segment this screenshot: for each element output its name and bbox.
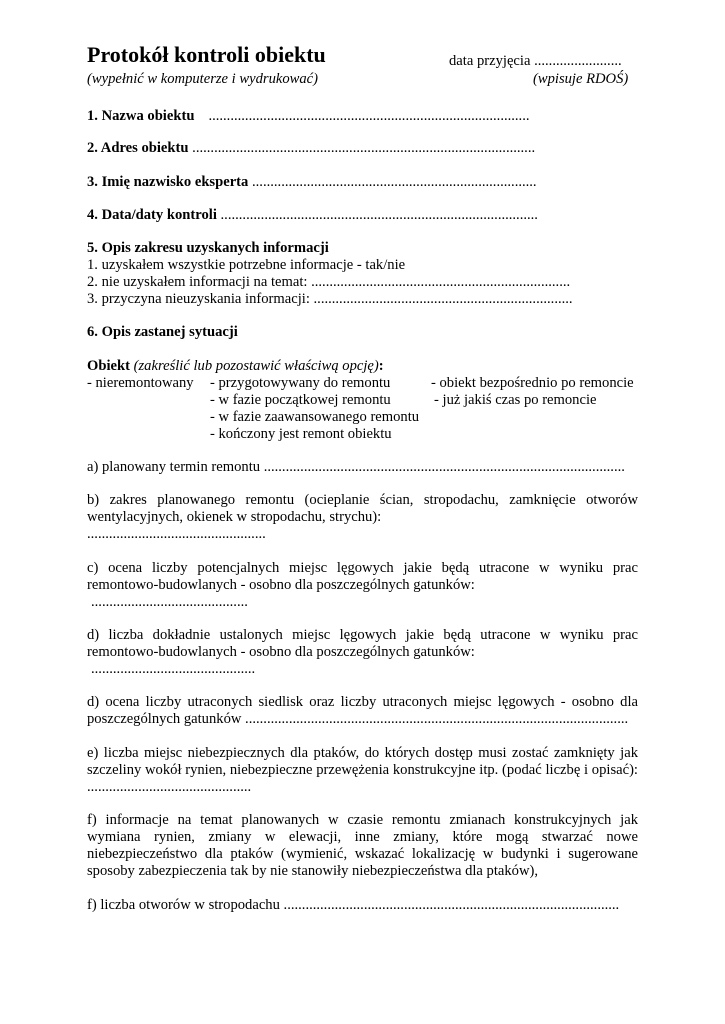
item-c-line-1: c) ocena liczby potencjalnych miejsc lęgowych jakie będą utracone w wyniku prac	[87, 560, 638, 576]
object-label: Obiekt	[87, 358, 130, 374]
field-object-name	[87, 108, 530, 125]
object-colon: :	[378, 358, 384, 374]
item-d2-line-1: d) ocena liczby utraconych siedlisk oraz liczby utraconych miejsc lęgowych - osobno dla	[87, 694, 638, 710]
field-label: 3. Imię nazwisko eksperta	[87, 174, 249, 190]
field-dots: ........................................................................................	[208, 108, 530, 124]
section-5-line-1: 1. uzyskałem wszystkie potrzebne informacje - tak/nie	[87, 257, 406, 273]
option-some-time-after: - już jakiś czas po remoncie	[434, 392, 597, 408]
item-f1-line-1: f) informacje na temat planowanych w czasie remontu zmianach konstrukcyjnych jak	[87, 812, 638, 828]
field-label: 4. Data/daty kontroli	[87, 207, 217, 223]
subtitle-note: (wypełnić w komputerze i wydrukować)	[87, 71, 319, 87]
item-c-dots: ...........................................	[91, 594, 248, 610]
item-b-dots: .................................................	[87, 526, 266, 542]
item-d1-dots: .............................................	[91, 661, 256, 677]
item-e-line-2: szczeliny wokół rynien, niebezpieczne przewężenia konstrukcyjne itp. (podać liczbę i opisać):	[87, 762, 638, 778]
section-5-heading: 5. Opis zakresu uzyskanych informacji	[87, 240, 329, 256]
field-expert-name	[87, 174, 537, 191]
section-5-line-3: 3. przyczyna nieuzyskania informacji: .......................................................................	[87, 291, 573, 307]
option-finishing: - kończony jest remont obiektu	[210, 426, 392, 442]
item-d1-line-2: remontowo-budowlanych - osobno dla poszczególnych gatunków:	[87, 644, 475, 660]
item-d1-line-1: d) liczba dokładnie ustalonych miejsc lęgowych jakie będą utracone w wyniku prac	[87, 627, 638, 643]
section-5-line-2: 2. nie uzyskałem informacji na temat: .......................................................................	[87, 274, 571, 290]
option-preparing: - przygotowywany do remontu	[210, 375, 391, 391]
option-just-after: - obiekt bezpośrednio po remoncie	[431, 375, 634, 391]
field-object-address	[87, 140, 535, 157]
item-d2-line-2: poszczególnych gatunków .........................................................................................................	[87, 711, 629, 727]
item-b-line-1: b) zakres planowanego remontu (ocieplanie ścian, stropodachu, zamknięcie otworów	[87, 492, 638, 508]
field-dots: .......................................................................................	[220, 207, 538, 223]
item-f1-line-3: niebezpieczeństwo dla ptaków (wymienić, wskazać lokalizację w budynki i sugerowane	[87, 846, 638, 862]
item-b-line-2: wentylacyjnych, okienek w stropodachu, strychu):	[87, 509, 382, 525]
field-inspection-dates	[87, 207, 538, 224]
field-dots: ..............................................................................................	[192, 140, 536, 156]
field-label: 2. Adres obiektu	[87, 140, 189, 156]
option-not-renovated: - nieremontowany	[87, 375, 194, 391]
field-dots: ..............................................................................	[252, 174, 537, 190]
item-f2-roof-openings: f) liczba otworów w stropodachu ............................................................................................	[87, 897, 620, 913]
date-received-field: data przyjęcia ........................	[449, 53, 622, 69]
item-c-line-2: remontowo-budowlanych - osobno dla poszczególnych gatunków:	[87, 577, 475, 593]
item-e-line-1: e) liczba miejsc niebezpiecznych dla ptaków, do których dostęp musi zostać zamknięty jak	[87, 745, 638, 761]
section-6-heading: 6. Opis zastanej sytuacji	[87, 324, 238, 340]
option-initial-phase: - w fazie początkowej remontu	[210, 392, 391, 408]
document-title: Protokół kontroli obiektu	[87, 42, 326, 67]
object-hint: (zakreślić lub pozostawić właściwą opcję)	[133, 358, 379, 374]
rdos-note: (wpisuje RDOŚ)	[533, 71, 629, 87]
item-f1-line-2: wymiana rynien, zmiany w elewacji, inne zmiany, które mogą stwarzać nowe	[87, 829, 638, 845]
item-e-dots: .............................................	[87, 779, 252, 795]
item-f1-line-4: sposoby zabezpieczenia tak by nie stanowiły niebezpieczeństwa dla ptaków),	[87, 863, 539, 879]
field-label: 1. Nazwa obiektu	[87, 108, 195, 124]
item-a-planned-date: a) planowany termin remontu ...................................................................................................	[87, 459, 625, 475]
object-status-heading	[87, 358, 384, 375]
option-advanced-phase: - w fazie zaawansowanego remontu	[210, 409, 420, 425]
